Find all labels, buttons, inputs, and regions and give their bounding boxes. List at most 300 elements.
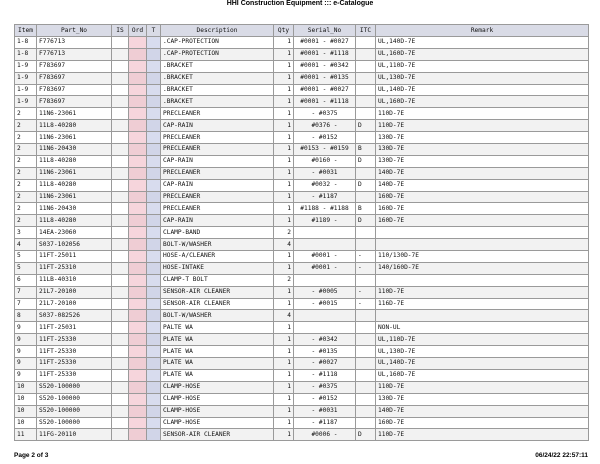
table-row[interactable]	[15, 334, 589, 346]
cell-description: CLAMP-HOSE	[161, 381, 274, 393]
cell-remark: 110D-7E	[376, 286, 589, 298]
cell-part-no: S520-100000	[37, 405, 112, 417]
cell-itc	[356, 108, 376, 120]
document-title: HHI Construction Equipment ::: e-Catalogue	[226, 0, 374, 7]
cell-is	[112, 298, 129, 310]
cell-part-no: 21L7-20100	[37, 298, 112, 310]
cell-t	[147, 239, 161, 251]
table-row[interactable]	[15, 310, 589, 322]
cell-item: 10	[15, 417, 37, 429]
cell-item: 2	[15, 108, 37, 120]
table-row[interactable]	[15, 191, 589, 203]
cell-item: 11	[15, 429, 37, 441]
cell-itc	[356, 369, 376, 381]
cell-qty: 1	[274, 417, 294, 429]
cell-remark	[376, 274, 589, 286]
cell-qty: 1	[274, 251, 294, 263]
cell-part-no: 11L8-40280	[37, 120, 112, 132]
cell-part-no: 11FT-25310	[37, 262, 112, 274]
cell-is	[112, 274, 129, 286]
table-row[interactable]	[15, 417, 589, 429]
cell-description: CLAMP-HOSE	[161, 417, 274, 429]
cell-remark	[376, 227, 589, 239]
table-row[interactable]	[15, 262, 589, 274]
cell-remark: UL,110D-7E	[376, 334, 589, 346]
cell-is	[112, 417, 129, 429]
cell-part-no: 11FT-25031	[37, 322, 112, 334]
cell-itc	[356, 358, 376, 370]
cell-serial-no	[294, 322, 356, 334]
table-row[interactable]	[15, 346, 589, 358]
column-header-itc[interactable]: ITC	[356, 25, 376, 37]
cell-t	[147, 203, 161, 215]
column-header-description[interactable]: Description	[161, 25, 274, 37]
cell-item: 10	[15, 405, 37, 417]
cell-ord	[129, 322, 147, 334]
cell-is	[112, 37, 129, 49]
cell-ord	[129, 179, 147, 191]
cell-t	[147, 405, 161, 417]
parts-table	[14, 24, 589, 441]
cell-is	[112, 286, 129, 298]
cell-itc	[356, 322, 376, 334]
cell-description: .CAP-PROTECTION	[161, 48, 274, 60]
cell-remark: 130D-7E	[376, 393, 589, 405]
cell-t	[147, 84, 161, 96]
cell-t	[147, 48, 161, 60]
cell-t	[147, 191, 161, 203]
cell-ord	[129, 84, 147, 96]
cell-qty: 4	[274, 239, 294, 251]
cell-item: 2	[15, 120, 37, 132]
table-row[interactable]	[15, 429, 589, 441]
cell-item: 5	[15, 251, 37, 263]
table-row[interactable]	[15, 96, 589, 108]
cell-serial-no: #0032 -	[294, 179, 356, 191]
cell-part-no: 21L7-20100	[37, 286, 112, 298]
cell-remark: 110D-7E	[376, 429, 589, 441]
cell-t	[147, 144, 161, 156]
cell-part-no: 11FT-25011	[37, 251, 112, 263]
print-timestamp: 06/24/22 22:57:11	[535, 452, 588, 459]
cell-is	[112, 358, 129, 370]
cell-serial-no: - #0015	[294, 298, 356, 310]
cell-is	[112, 144, 129, 156]
column-header-remark[interactable]: Remark	[376, 25, 589, 37]
cell-is	[112, 215, 129, 227]
cell-itc: D	[356, 179, 376, 191]
cell-remark: 130D-7E	[376, 155, 589, 167]
cell-t	[147, 369, 161, 381]
cell-itc: -	[356, 251, 376, 263]
table-row[interactable]	[15, 167, 589, 179]
cell-serial-no: - #1118	[294, 369, 356, 381]
cell-description: PALTE WA	[161, 322, 274, 334]
column-header-serial-no[interactable]: Serial_No	[294, 25, 356, 37]
cell-itc	[356, 132, 376, 144]
cell-is	[112, 179, 129, 191]
cell-item: 6	[15, 274, 37, 286]
cell-itc	[356, 381, 376, 393]
table-header-row	[15, 25, 589, 37]
table-row[interactable]	[15, 132, 589, 144]
cell-item: 8	[15, 310, 37, 322]
cell-serial-no: - #0152	[294, 132, 356, 144]
cell-qty: 1	[274, 358, 294, 370]
cell-description: SENSOR-AIR CLEANER	[161, 429, 274, 441]
cell-ord	[129, 72, 147, 84]
cell-serial-no: - #0135	[294, 346, 356, 358]
table-row[interactable]	[15, 322, 589, 334]
cell-ord	[129, 191, 147, 203]
cell-is	[112, 262, 129, 274]
cell-is	[112, 381, 129, 393]
cell-is	[112, 191, 129, 203]
cell-description: BOLT-W/WASHER	[161, 239, 274, 251]
table-row[interactable]	[15, 393, 589, 405]
cell-ord	[129, 405, 147, 417]
cell-part-no: F783697	[37, 60, 112, 72]
cell-item: 1-8	[15, 37, 37, 49]
cell-remark: 140D-7E	[376, 167, 589, 179]
cell-ord	[129, 203, 147, 215]
table-row[interactable]	[15, 405, 589, 417]
cell-t	[147, 37, 161, 49]
cell-serial-no: - #0375	[294, 108, 356, 120]
column-header-part-no[interactable]: Part_No	[37, 25, 112, 37]
cell-is	[112, 132, 129, 144]
column-header-ord[interactable]: Ord	[129, 25, 147, 37]
cell-t	[147, 96, 161, 108]
cell-qty: 1	[274, 108, 294, 120]
cell-serial-no: #1188 - #1188	[294, 203, 356, 215]
cell-is	[112, 120, 129, 132]
cell-item: 9	[15, 322, 37, 334]
column-header-is[interactable]: IS	[112, 25, 129, 37]
cell-part-no: S520-100000	[37, 393, 112, 405]
cell-itc	[356, 72, 376, 84]
cell-serial-no: - #1187	[294, 417, 356, 429]
cell-part-no: 11FT-25330	[37, 358, 112, 370]
cell-serial-no: #0006 -	[294, 429, 356, 441]
cell-t	[147, 155, 161, 167]
cell-part-no: 11FT-25330	[37, 346, 112, 358]
cell-itc	[356, 60, 376, 72]
cell-item: 4	[15, 239, 37, 251]
cell-ord	[129, 417, 147, 429]
cell-qty: 1	[274, 84, 294, 96]
cell-item: 7	[15, 286, 37, 298]
cell-description: SENSOR-AIR CLEANER	[161, 298, 274, 310]
cell-part-no: 11L8-40280	[37, 179, 112, 191]
cell-description: CLAMP-BAND	[161, 227, 274, 239]
cell-itc: -	[356, 286, 376, 298]
cell-serial-no: - #1187	[294, 191, 356, 203]
cell-qty: 1	[274, 203, 294, 215]
cell-t	[147, 429, 161, 441]
cell-part-no: F783697	[37, 84, 112, 96]
cell-is	[112, 84, 129, 96]
cell-is	[112, 108, 129, 120]
cell-qty: 1	[274, 215, 294, 227]
cell-t	[147, 334, 161, 346]
cell-item: 7	[15, 298, 37, 310]
cell-remark: 160D-7E	[376, 191, 589, 203]
cell-serial-no: #1189 -	[294, 215, 356, 227]
cell-itc	[356, 239, 376, 251]
cell-t	[147, 108, 161, 120]
cell-itc	[356, 334, 376, 346]
cell-qty: 1	[274, 48, 294, 60]
table-row[interactable]	[15, 60, 589, 72]
table-row[interactable]	[15, 358, 589, 370]
table-row[interactable]	[15, 84, 589, 96]
cell-ord	[129, 155, 147, 167]
cell-ord	[129, 120, 147, 132]
cell-is	[112, 239, 129, 251]
cell-t	[147, 381, 161, 393]
cell-ord	[129, 167, 147, 179]
cell-remark: UL,140D-7E	[376, 358, 589, 370]
cell-itc: B	[356, 144, 376, 156]
cell-qty: 1	[274, 155, 294, 167]
cell-description: .BRACKET	[161, 96, 274, 108]
cell-remark: 110D-7E	[376, 120, 589, 132]
cell-ord	[129, 48, 147, 60]
cell-itc: B	[356, 203, 376, 215]
cell-item: 3	[15, 227, 37, 239]
cell-itc: D	[356, 429, 376, 441]
cell-description: PRECLEANER	[161, 108, 274, 120]
cell-ord	[129, 298, 147, 310]
cell-itc: -	[356, 298, 376, 310]
cell-itc	[356, 393, 376, 405]
cell-is	[112, 96, 129, 108]
cell-is	[112, 251, 129, 263]
column-header-item[interactable]: Item	[15, 25, 37, 37]
cell-serial-no	[294, 239, 356, 251]
cell-serial-no: #0001 - #0027	[294, 84, 356, 96]
cell-part-no: 14EA-23060	[37, 227, 112, 239]
table-row[interactable]	[15, 120, 589, 132]
cell-serial-no	[294, 227, 356, 239]
cell-part-no: 11N6-20430	[37, 203, 112, 215]
cell-t	[147, 251, 161, 263]
cell-itc	[356, 167, 376, 179]
cell-qty: 1	[274, 429, 294, 441]
cell-is	[112, 203, 129, 215]
cell-is	[112, 369, 129, 381]
cell-remark: 130D-7E	[376, 132, 589, 144]
cell-ord	[129, 334, 147, 346]
table-row[interactable]	[15, 203, 589, 215]
column-header-qty[interactable]: Qty	[274, 25, 294, 37]
cell-ord	[129, 227, 147, 239]
cell-ord	[129, 274, 147, 286]
cell-ord	[129, 429, 147, 441]
cell-item: 2	[15, 132, 37, 144]
cell-item: 2	[15, 179, 37, 191]
cell-part-no: 11FG-20110	[37, 429, 112, 441]
cell-serial-no: #0001 - #1118	[294, 48, 356, 60]
cell-part-no: 11L8-40280	[37, 215, 112, 227]
cell-part-no: S037-082526	[37, 310, 112, 322]
cell-serial-no: #0160 -	[294, 155, 356, 167]
cell-qty: 1	[274, 144, 294, 156]
cell-serial-no: - #0375	[294, 381, 356, 393]
cell-part-no: 11N6-23061	[37, 108, 112, 120]
cell-part-no: 11N6-20430	[37, 144, 112, 156]
cell-itc: D	[356, 215, 376, 227]
table-row[interactable]	[15, 37, 589, 49]
cell-qty: 1	[274, 167, 294, 179]
cell-is	[112, 322, 129, 334]
cell-item: 9	[15, 369, 37, 381]
cell-t	[147, 358, 161, 370]
cell-item: 9	[15, 334, 37, 346]
cell-part-no: 11LB-40310	[37, 274, 112, 286]
cell-itc	[356, 37, 376, 49]
table-row[interactable]	[15, 298, 589, 310]
cell-item: 9	[15, 358, 37, 370]
cell-remark: UL,160D-7E	[376, 48, 589, 60]
cell-is	[112, 405, 129, 417]
cell-qty: 1	[274, 334, 294, 346]
cell-part-no: 11N6-23061	[37, 191, 112, 203]
cell-is	[112, 60, 129, 72]
cell-description: PLATE WA	[161, 358, 274, 370]
cell-remark: UL,130D-7E	[376, 346, 589, 358]
cell-description: PRECLEANER	[161, 167, 274, 179]
table-row[interactable]	[15, 286, 589, 298]
table-row[interactable]	[15, 227, 589, 239]
cell-item: 2	[15, 155, 37, 167]
cell-description: PLATE WA	[161, 346, 274, 358]
table-row[interactable]	[15, 108, 589, 120]
cell-itc	[356, 96, 376, 108]
cell-item: 2	[15, 191, 37, 203]
cell-serial-no: #0001 - #0027	[294, 37, 356, 49]
cell-description: SENSOR-AIR CLEANER	[161, 286, 274, 298]
cell-description: HOSE-A/CLEANER	[161, 251, 274, 263]
cell-description: CLAMP-HOSE	[161, 393, 274, 405]
cell-part-no: F783697	[37, 96, 112, 108]
table-row[interactable]	[15, 251, 589, 263]
cell-item: 2	[15, 215, 37, 227]
cell-is	[112, 227, 129, 239]
cell-description: CLAMP-T BOLT	[161, 274, 274, 286]
cell-t	[147, 132, 161, 144]
cell-description: .BRACKET	[161, 84, 274, 96]
cell-t	[147, 179, 161, 191]
cell-ord	[129, 215, 147, 227]
cell-remark: NON-UL	[376, 322, 589, 334]
cell-remark	[376, 310, 589, 322]
cell-is	[112, 310, 129, 322]
cell-remark: 160D-7E	[376, 215, 589, 227]
cell-t	[147, 215, 161, 227]
cell-part-no: S037-102056	[37, 239, 112, 251]
cell-remark	[376, 239, 589, 251]
cell-ord	[129, 144, 147, 156]
cell-t	[147, 262, 161, 274]
cell-itc	[356, 191, 376, 203]
cell-qty: 1	[274, 191, 294, 203]
cell-part-no: S520-100000	[37, 381, 112, 393]
cell-description: PRECLEANER	[161, 132, 274, 144]
table-row[interactable]	[15, 239, 589, 251]
cell-serial-no: #0001 - #1118	[294, 96, 356, 108]
cell-itc	[356, 48, 376, 60]
cell-item: 9	[15, 346, 37, 358]
cell-ord	[129, 60, 147, 72]
cell-itc	[356, 405, 376, 417]
cell-serial-no: - #0152	[294, 393, 356, 405]
cell-part-no: F776713	[37, 48, 112, 60]
table-row[interactable]	[15, 274, 589, 286]
cell-is	[112, 346, 129, 358]
table-row[interactable]	[15, 179, 589, 191]
cell-description: CAP-RAIN	[161, 179, 274, 191]
cell-ord	[129, 381, 147, 393]
cell-description: BOLT-W/WASHER	[161, 310, 274, 322]
table-row[interactable]	[15, 48, 589, 60]
cell-itc	[356, 417, 376, 429]
table-row[interactable]	[15, 381, 589, 393]
cell-item: 2	[15, 167, 37, 179]
cell-item: 2	[15, 203, 37, 215]
cell-qty: 4	[274, 310, 294, 322]
column-header-t[interactable]: T	[147, 25, 161, 37]
table-row[interactable]	[15, 369, 589, 381]
cell-is	[112, 334, 129, 346]
table-row[interactable]	[15, 215, 589, 227]
cell-part-no: 11N6-23061	[37, 132, 112, 144]
cell-serial-no	[294, 310, 356, 322]
cell-ord	[129, 96, 147, 108]
cell-qty: 1	[274, 262, 294, 274]
cell-qty: 1	[274, 322, 294, 334]
cell-qty: 1	[274, 132, 294, 144]
cell-remark: UL,140D-7E	[376, 37, 589, 49]
cell-qty: 1	[274, 346, 294, 358]
cell-description: CAP-RAIN	[161, 120, 274, 132]
table-row[interactable]	[15, 144, 589, 156]
cell-serial-no: - #0005	[294, 286, 356, 298]
cell-remark: 116D-7E	[376, 298, 589, 310]
cell-qty: 1	[274, 393, 294, 405]
cell-remark: 160D-7E	[376, 203, 589, 215]
cell-qty: 1	[274, 179, 294, 191]
table-row[interactable]	[15, 155, 589, 167]
cell-ord	[129, 346, 147, 358]
cell-itc	[356, 227, 376, 239]
page-indicator: Page 2 of 3	[14, 452, 49, 459]
cell-item: 1-9	[15, 84, 37, 96]
cell-remark: UL,160D-7E	[376, 369, 589, 381]
cell-ord	[129, 369, 147, 381]
cell-is	[112, 167, 129, 179]
cell-itc: D	[356, 155, 376, 167]
cell-description: CAP-RAIN	[161, 155, 274, 167]
cell-part-no: 11L8-40280	[37, 155, 112, 167]
cell-serial-no: - #0031	[294, 167, 356, 179]
cell-description: PLATE WA	[161, 334, 274, 346]
cell-t	[147, 393, 161, 405]
cell-itc: -	[356, 262, 376, 274]
cell-is	[112, 155, 129, 167]
table-row[interactable]	[15, 72, 589, 84]
